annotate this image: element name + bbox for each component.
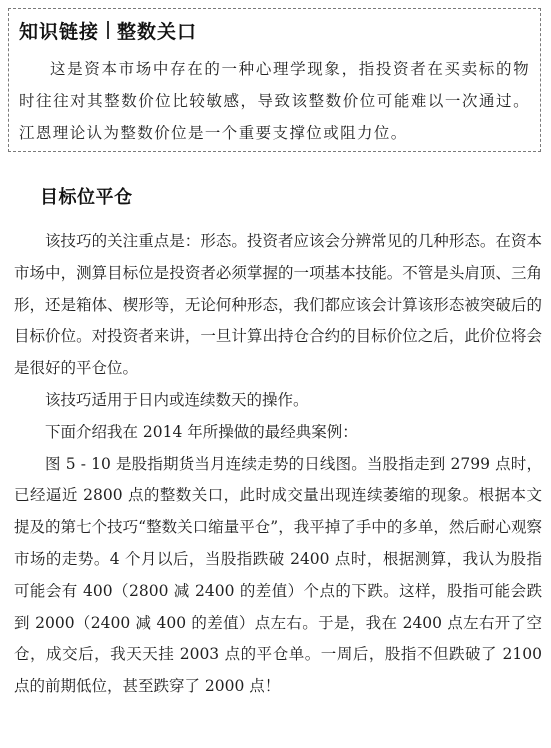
knowledge-link-header xyxy=(19,15,530,45)
paragraph: 该技巧的关注重点是：形态。投资者应该会分辨常见的几种形态。在资本市场中，测算目标位是投资者必须掌握的一项基本技能。不管是头肩顶、三角形，还是箱体、楔形等，无论何种形态，我们都应该会计算该形态被突破后的目标价位。对投资者来讲，一旦计算出持仓合约的目标价位之后，此价位将会是很好的平仓位。 xyxy=(14,232,542,378)
knowledge-link-box xyxy=(8,8,541,152)
section-body xyxy=(14,226,542,703)
paragraph: 图 5 - 10 是股指期货当月连续走势的日线图。当股指走到 2799 点时，已经逼近 2800 点的整数关口，此时成交量出现连续萎缩的现象。根据本文提及的第七个技巧“整数关口缩量平仓”，我平掉了手中的多单，然后耐心观察市场的走势。4 个月以后，当股指跌破 2400 点时，根据测算，我认为股指可能会有 400（2800 减 2400 的差值）个点的下跌。这样，股指可能会跌到 2000（2400 减 400 的差值）点左右。于是，我在 2400 点左右开了空仓，成交后，我天天挂 2003 点的平仓单。一周后，股指不但跌破了 2100 点的前期低位，甚至跌穿了 2000 点！ xyxy=(14,454,542,696)
paragraph: 该技巧适用于日内或连续数天的操作。 xyxy=(45,390,309,409)
knowledge-link-tag: 知识链接 xyxy=(19,20,100,43)
paragraph: 下面介绍我在 2014 年所操做的最经典案例： xyxy=(45,422,358,441)
knowledge-link-topic: 整数关口 xyxy=(117,20,198,43)
knowledge-link-text: 这是资本市场中存在的一种心理学现象，指投资者在买卖标的物时往往对其整数价位比较敏感，导致该整数价位可能难以一次通过。江恩理论认为整数价位是一个重要支撑位或阻力位。 xyxy=(19,60,530,142)
header-divider xyxy=(107,21,109,39)
section-title: 目标位平仓 xyxy=(40,187,133,208)
